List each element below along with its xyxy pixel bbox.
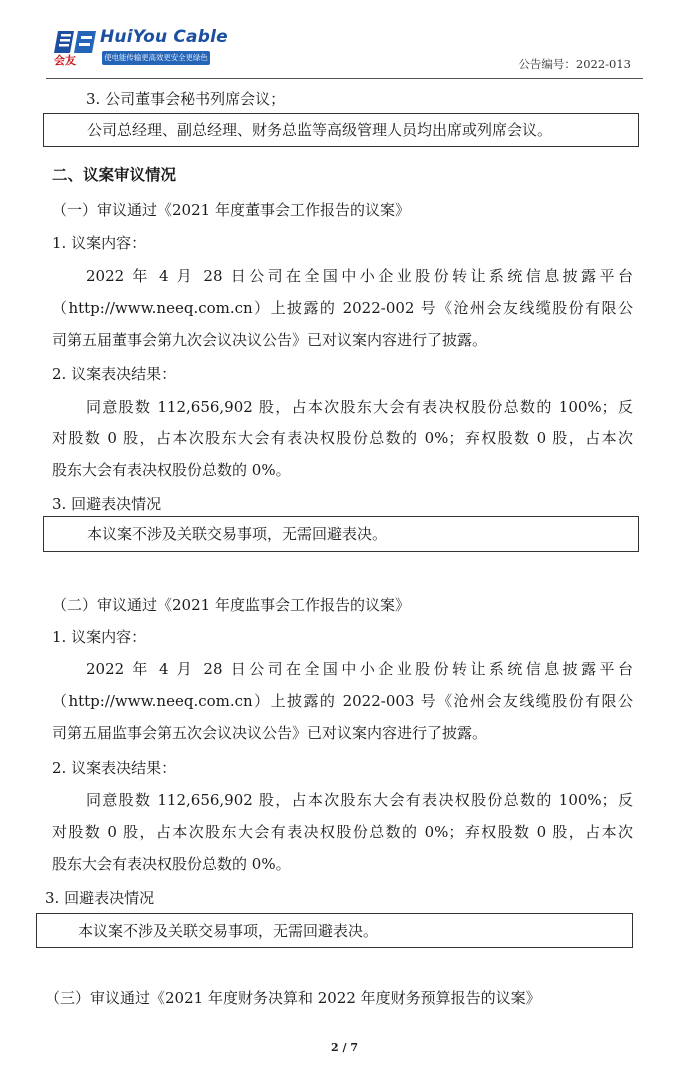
proposal-2-content-line: 2022 年 4 月 28 日公司在全国中小企业股份转让系统信息披露平台 [86,660,633,678]
announcement-number: 公告编号：2022-013 [518,57,631,71]
proposal-2-avoid-text: 本议案不涉及关联交易事项，无需回避表决。 [78,921,379,940]
proposal-1-result-label: 2. 议案表决结果： [52,365,177,383]
proposal-1-content-line: 2022 年 4 月 28 日公司在全国中小企业股份转让系统信息披露平台 [86,267,633,285]
proposal-2-content-line: 司第五届监事会第五次会议决议公告》已对议案内容进行了披露。 [52,724,488,742]
proposal-2-content-label: 1. 议案内容： [52,628,147,646]
proposal-1-avoid-label: 3. 回避表决情况 [52,495,162,513]
proposal-2-result-line: 股东大会有表决权股份总数的 0%。 [52,855,291,873]
proposal-1-avoid-text: 本议案不涉及关联交易事项，无需回避表决。 [87,525,388,543]
proposal-1-result-line: 对股数 0 股，占本次股东大会有表决权股份总数的 0%；弃权股数 0 股，占本次 [52,429,633,447]
proposal-1-result-line: 股东大会有表决权股份总数的 0%。 [52,461,291,479]
proposal-2-result-label: 2. 议案表决结果： [52,759,177,777]
attendance-box-text: 公司总经理、副总经理、财务总监等高级管理人员均出席或列席会议。 [87,121,553,139]
proposal-1-content-label: 1. 议案内容： [52,234,147,252]
attendance-item-3: 3. 公司董事会秘书列席会议； [86,90,286,108]
proposal-1-avoid-box [43,516,639,552]
proposal-2-result-line: 同意股数 112,656,902 股，占本次股东大会有表决权股份总数的 100%；反 [86,791,633,809]
header-divider [46,78,643,79]
proposal-3-title: （三）审议通过《2021 年度财务决算和 2022 年度财务预算报告的议案》 [45,989,541,1007]
proposal-1-content-line: 司第五届董事会第九次会议决议公告》已对议案内容进行了披露。 [52,331,488,349]
proposal-2-avoid-label: 3. 回避表决情况 [45,889,155,907]
proposal-2-title: （二）审议通过《2021 年度监事会工作报告的议案》 [52,596,410,614]
proposal-1-content-line: （http://www.neeq.com.cn）上披露的 2022-002 号《沧州会友线缆股份有限公 [52,299,633,317]
attendance-box [43,113,639,147]
logo-brand-name: HuiYou Cable [100,27,228,47]
logo-chinese-name: 会友 [54,54,76,67]
page-number: 2 / 7 [331,1041,358,1054]
proposal-2-result-line: 对股数 0 股，占本次股东大会有表决权股份总数的 0%；弃权股数 0 股，占本次 [52,823,633,841]
company-logo [46,27,228,69]
proposal-2-avoid-box [36,913,633,948]
logo-slogan: 使电能传输更高效更安全更绿色 [102,51,210,65]
proposal-1-result-line: 同意股数 112,656,902 股，占本次股东大会有表决权股份总数的 100%；反 [86,398,633,416]
proposal-2-content-line: （http://www.neeq.com.cn）上披露的 2022-003 号《沧州会友线缆股份有限公 [52,692,633,710]
proposal-1-title: （一）审议通过《2021 年度董事会工作报告的议案》 [52,201,410,219]
section-heading-2: 二、议案审议情况 [52,165,177,184]
